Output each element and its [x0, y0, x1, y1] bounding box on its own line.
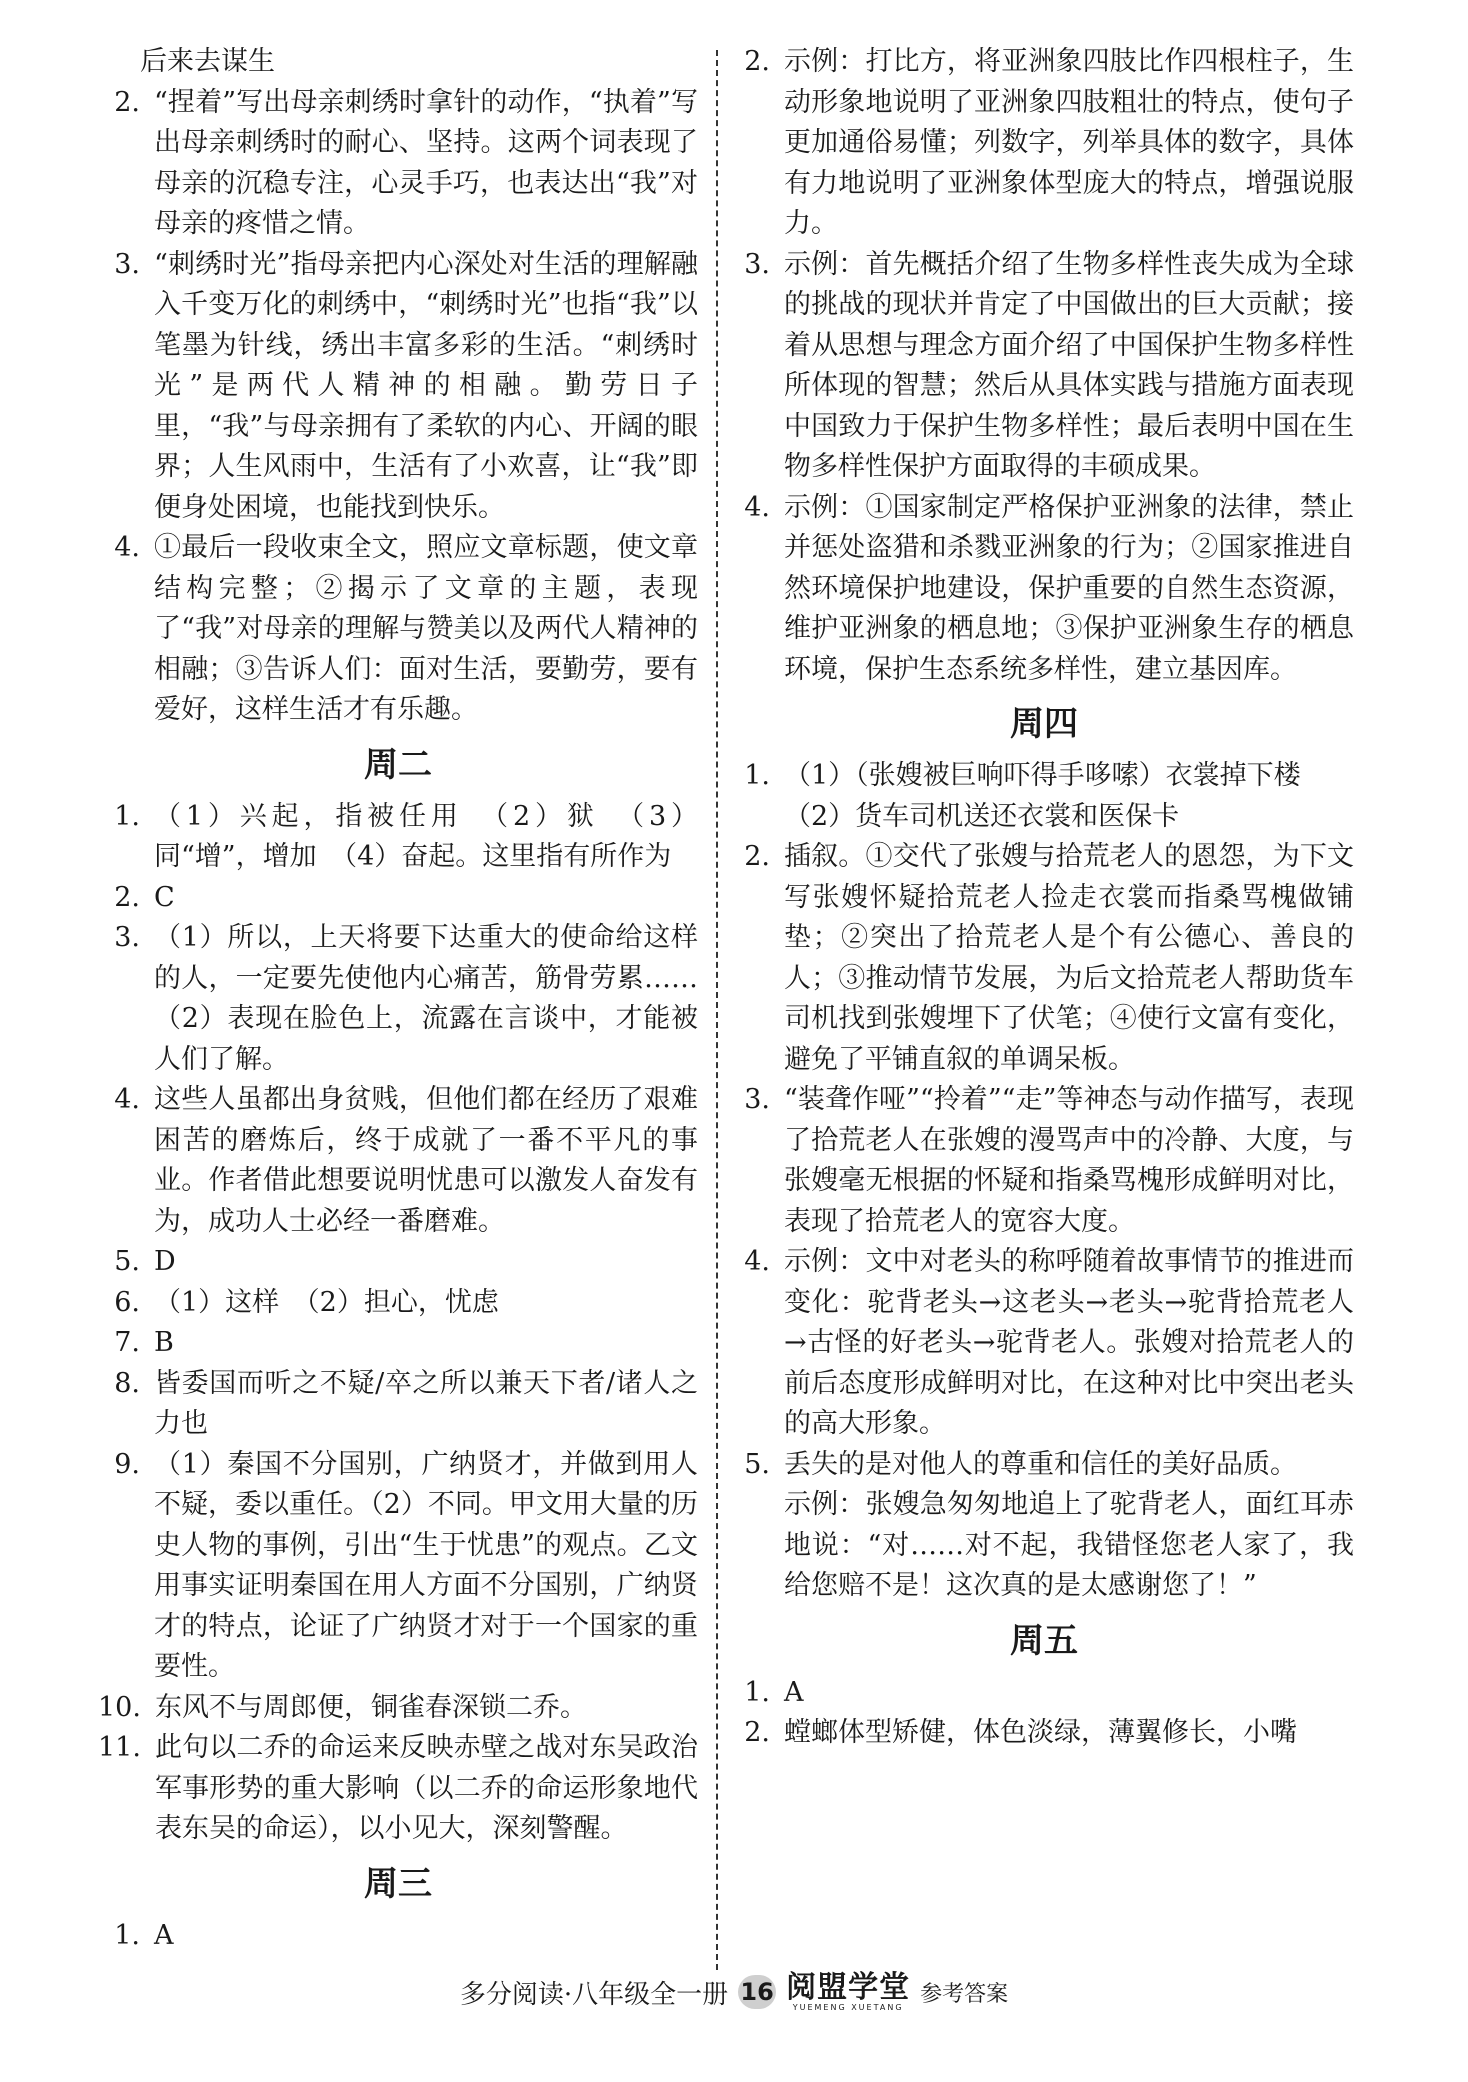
question-number: 2. — [114, 86, 140, 118]
question-number: 11. — [98, 1732, 141, 1763]
brand-name-latin: YUEMENG XUETANG — [792, 2002, 904, 2012]
brand-logo — [786, 1969, 911, 2012]
answer-text: 这些人虽都出身贫贱，但他们都在经历了艰难困苦的磨炼后，终于成就了一番不平凡的事业。作者借此想要说明忧患可以激发人奋发有为，成功人士必经一番磨难。 — [154, 1084, 698, 1237]
column-divider — [716, 50, 718, 1970]
answer-text: （1）这样 （2）担心，忧虑 — [154, 1286, 499, 1318]
answers-group — [98, 83, 698, 731]
carryover-line: 后来去谋生 — [140, 46, 275, 77]
question-number: 4. — [744, 491, 770, 523]
page-number: 16 — [738, 1975, 776, 2009]
question-number: 10. — [98, 1691, 141, 1723]
answer-item — [98, 1445, 698, 1688]
question-number: 2. — [744, 1717, 770, 1748]
answer-text: 示例：文中对老头的称呼随着故事情节的推进而变化：驼背老头→这老头→老头→驼背拾荒老人→古怪的好老头→驼背老人。张嫂对拾荒老人的前后态度形成鲜明对比，在这种对比中突出老头的高大形象。 — [784, 1246, 1354, 1439]
answer-text: A — [154, 1919, 174, 1951]
answer-item — [98, 1242, 698, 1283]
answer-item — [98, 1916, 698, 1957]
question-number: 8. — [114, 1367, 140, 1399]
answer-text: （2）货车司机送还衣裳和医保卡 — [784, 800, 1180, 832]
answer-item — [98, 528, 698, 731]
answer-item — [734, 1080, 1354, 1242]
answer-item — [734, 1713, 1354, 1754]
answer-text: 示例：打比方，将亚洲象四肢比作四根柱子，生动形象地说明了亚洲象四肢粗壮的特点，使句子更加通俗易懂；列数字，列举具体的数字，具体有力地说明了亚洲象体型庞大的特点，增强说服力。 — [784, 46, 1354, 239]
answer-text: A — [784, 1676, 804, 1708]
answer-item — [98, 1080, 698, 1242]
brand-name: 阅盟学堂 — [786, 1969, 911, 2005]
answer-text: 示例：①国家制定严格保护亚洲象的法律，禁止并惩处盗猎和杀戮亚洲象的行为；②国家推进自然环境保护地建设，保护重要的自然生态资源，维护亚洲象的栖息地；③保护亚洲象生存的栖息环境，保护生态系统多样性，建立基因库。 — [784, 491, 1354, 685]
answers-group — [98, 1916, 698, 1957]
answer-item — [734, 1242, 1354, 1445]
answer-text: 插叙。①交代了张嫂与拾荒老人的恩怨，为下文写张嫂怀疑拾荒老人捡走衣裳而指桑骂槐做铺垫；②突出了拾荒老人是个有公德心、善良的人；③推动情节发展，为后文拾荒老人帮助货车司机找到张嫂埋下了伏笔；④使行文富有变化，避免了平铺直叙的单调呆板。 — [784, 841, 1354, 1075]
question-number: 4. — [114, 532, 140, 563]
answers-group — [734, 756, 1354, 1607]
answer-text: （1）所以，上天将要下达重大的使命给这样的人，一定要先使他内心痛苦，筋骨劳累……（2）表现在脸色上，流露在言谈中，才能被人们了解。 — [154, 922, 698, 1075]
question-number — [734, 1485, 784, 1607]
question-number: 7. — [114, 1327, 140, 1358]
answer-text: （1）秦国不分国别，广纳贤才，并做到用人不疑，委以重任。（2）不同。甲文用大量的历史人物的事例，引出“生于忧患”的观点。乙文用事实证明秦国在用人方面不分国别，广纳贤才的特点，论证了广纳贤才对于一个国家的重要性。 — [154, 1448, 698, 1682]
question-number: 5. — [114, 1246, 140, 1277]
answer-text: “装聋作哑”“拎着”“走”等神态与动作描写，表现了拾荒老人在张嫂的漫骂声中的冷静、大度，与张嫂毫无根据的怀疑和指桑骂槐形成鲜明对比，表现了拾荒老人的宽容大度。 — [784, 1084, 1354, 1237]
answer-item — [734, 1445, 1354, 1486]
answer-item — [98, 1283, 698, 1324]
section-heading: 周二 — [364, 744, 432, 785]
answer-item — [734, 42, 1354, 245]
answer-text: C — [154, 881, 175, 913]
question-number: 4. — [114, 1084, 140, 1115]
footer-book-title: 多分阅读·八年级全一册 — [459, 1979, 729, 2010]
answer-item — [98, 1728, 698, 1850]
question-number: 1. — [744, 760, 770, 791]
question-number — [734, 797, 784, 838]
answer-text: ①最后一段收束全文，照应文章标题，使文章结构完整；②揭示了文章的主题，表现了“我”对母亲的理解与赞美以及两代人精神的相融；③告诉人们：面对生活，要勤劳，要有爱好，这样生活才有乐趣。 — [154, 532, 698, 725]
section-heading: 周五 — [1010, 1620, 1078, 1661]
question-number: 4. — [744, 1246, 770, 1277]
answer-item — [734, 837, 1354, 1080]
answer-text: 示例：首先概括介绍了生物多样性丧失成为全球的挑战的现状并肯定了中国做出的巨大贡献；接着从思想与理念方面介绍了中国保护生物多样性所体现的智慧；然后从具体实践与措施方面表现中国致力于保护生物多样性；最后表明中国在生物多样性保护方面取得的丰硕成果。 — [784, 248, 1354, 482]
answer-item — [734, 1673, 1354, 1714]
answer-item — [98, 1323, 698, 1364]
left-column — [98, 42, 698, 1956]
question-number: 1. — [114, 800, 140, 832]
answer-item — [98, 245, 698, 529]
answer-item — [98, 797, 698, 878]
answer-text: （1）兴起，指被任用 （2）狱 （3）同“增”，增加 （4）奋起。这里指有所作为 — [154, 800, 698, 872]
answer-item — [98, 1688, 698, 1729]
question-number: 1. — [744, 1676, 770, 1708]
answer-item — [734, 1485, 1354, 1607]
section-heading: 周四 — [1010, 704, 1078, 744]
answer-text: “刺绣时光”指母亲把内心深处对生活的理解融入千变万化的刺绣中，“刺绣时光”也指“我”以笔墨为针线，绣出丰富多彩的生活。“刺绣时光”是两代人精神的相融。勤劳日子里，“我”与母亲拥有了柔软的内心、开阔的眼界；人生风雨中，生活有了小欢喜，让“我”即便身处困境，也能找到快乐。 — [154, 248, 698, 523]
answer-text: B — [154, 1327, 174, 1358]
question-number: 5. — [744, 1448, 770, 1480]
answer-text: 皆委国而听之不疑/卒之所以兼天下者/诸人之力也 — [154, 1367, 698, 1439]
footer-label: 参考答案 — [920, 1981, 1009, 2007]
answer-text: 东风不与周郎便，铜雀春深锁二乔。 — [154, 1691, 587, 1723]
answer-item — [98, 83, 698, 245]
answers-group — [734, 42, 1354, 690]
answer-item — [734, 756, 1354, 797]
question-number: 6. — [114, 1286, 140, 1318]
answer-text: 此句以二乔的命运来反映赤壁之战对东吴政治军事形势的重大影响（以二乔的命运形象地代表东吴的命运），以小见大，深刻警醒。 — [154, 1732, 698, 1844]
question-number: 9. — [114, 1448, 140, 1480]
section-heading: 周三 — [364, 1863, 432, 1904]
question-number: 1. — [114, 1919, 140, 1951]
question-number: 2. — [744, 841, 770, 872]
question-number: 3. — [744, 248, 770, 280]
answer-text: “捏着”写出母亲刺绣时拿针的动作，“执着”写出母亲刺绣时的耐心、坚持。这两个词表现了母亲的沉稳专注，心灵手巧，也表达出“我”对母亲的疼惜之情。 — [154, 86, 698, 239]
question-number: 2. — [744, 46, 770, 77]
answer-text: 丢失的是对他人的尊重和信任的美好品质。 — [784, 1448, 1297, 1480]
answer-item — [734, 245, 1354, 488]
question-number: 3. — [114, 922, 140, 953]
answer-text: D — [154, 1246, 176, 1277]
answer-item — [98, 878, 698, 919]
question-number: 3. — [744, 1084, 770, 1115]
answer-text: 示例：张嫂急匆匆地追上了驼背老人，面红耳赤地说：“对……对不起，我错怪您老人家了，我给您赔不是！这次真的是太感谢您了！” — [784, 1489, 1354, 1601]
answers-group — [98, 797, 698, 1850]
right-column — [734, 42, 1354, 1754]
answer-text: 螳螂体型矫健，体色淡绿，薄翼修长，小嘴 — [784, 1717, 1297, 1748]
question-number: 3. — [114, 248, 140, 280]
question-number: 2. — [114, 881, 140, 913]
page-footer — [0, 1969, 1468, 2012]
answer-item — [98, 918, 698, 1080]
answer-item — [734, 797, 1354, 838]
answer-text: （1）（张嫂被巨响吓得手哆嗦）衣裳掉下楼 — [784, 760, 1301, 791]
answer-item — [734, 488, 1354, 691]
answer-item — [98, 1364, 698, 1445]
answers-group — [734, 1673, 1354, 1754]
